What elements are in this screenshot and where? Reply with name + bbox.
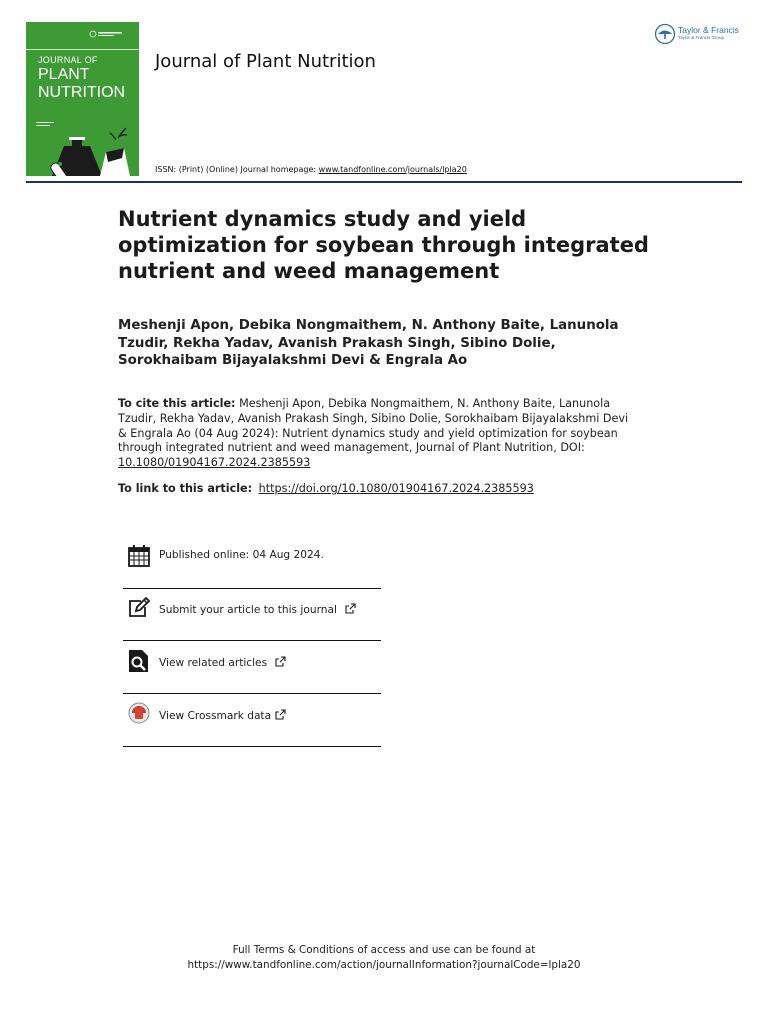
journal-title[interactable]: Journal of Plant Nutrition: [155, 51, 376, 72]
crossmark-label[interactable]: [159, 709, 286, 722]
citation-text: Meshenji Apon, Debika Nongmaithem, N. Anthony Baite, Lanunola Tzudir, Rekha Yadav, Avanish Prakash Singh, Sibino Dolie, Sorokhaibam Bijayalakshmi Devi & Engrala Ao (04 Aug 2024): Nutrient dynamics study and yield optimization for soybean through integrated nutrient and weed management, Journal of Plant Nutrition, DOI:: [118, 397, 629, 455]
cover-title-line3: NUTRITION: [38, 84, 126, 101]
cover-title: [38, 56, 125, 101]
footer-line1: Full Terms & Conditions of access and use can be found at: [232, 944, 536, 956]
edit-icon: [127, 596, 151, 620]
submit-article-row[interactable]: [123, 594, 381, 646]
info-divider: [123, 640, 381, 641]
external-link-icon: [345, 603, 356, 614]
cover-title-line2: PLANT: [38, 66, 90, 83]
article-doi-link[interactable]: https://doi.org/10.1080/01904167.2024.2385593: [258, 482, 534, 495]
issn-text: ISSN: (Print) (Online) Journal homepage:: [155, 165, 317, 174]
publisher-name: Taylor & Francis: [678, 25, 739, 35]
article-authors: Meshenji Apon, Debika Nongmaithem, N. Anthony Baite, Lanunola Tzudir, Rekha Yadav, Avanish Prakash Singh, Sibino Dolie, Sorokhaibam Bijayalakshmi Devi & Engrala Ao: [118, 318, 619, 368]
citation-block: [118, 397, 638, 471]
publisher-group: Taylor & Francis Group: [678, 35, 725, 40]
header-rule: [26, 181, 742, 183]
related-articles-text[interactable]: View related articles: [159, 657, 268, 669]
related-articles-label[interactable]: [159, 656, 286, 669]
citation-label: To cite this article:: [118, 397, 236, 410]
published-online-row: [123, 540, 381, 592]
info-divider: [123, 693, 381, 694]
crossmark-icon: [127, 702, 151, 732]
article-link-line: [118, 482, 678, 496]
crossmark-row[interactable]: [123, 699, 381, 751]
cover-flask-illustration: [26, 122, 139, 176]
article-link-label: To link to this article:: [118, 482, 253, 495]
crossmark-text[interactable]: View Crossmark data: [159, 710, 272, 722]
published-online-label: Published online: 04 Aug 2024.: [159, 549, 324, 561]
search-document-icon: [127, 649, 151, 673]
journal-cover: [26, 22, 139, 176]
journal-homepage-link[interactable]: www.tandfonline.com/journals/lpla20: [318, 165, 467, 174]
footer-terms-link[interactable]: https://www.tandfonline.com/action/journalInformation?journalCode=lpla20: [187, 958, 581, 971]
external-link-icon: [275, 656, 286, 667]
cover-volume-strip: [26, 44, 139, 50]
external-link-icon: [275, 709, 286, 720]
calendar-icon: [127, 544, 151, 568]
citation-doi-link[interactable]: 10.1080/01904167.2024.2385593: [118, 456, 311, 470]
info-divider: [123, 746, 381, 747]
related-articles-row[interactable]: [123, 646, 381, 698]
article-title: Nutrient dynamics study and yield optimization for soybean through integrated nutrient and weed management: [118, 207, 649, 283]
issn-line: [155, 165, 467, 174]
cover-publisher-strip: [26, 22, 139, 46]
submit-article-text[interactable]: Submit your article to this journal: [159, 604, 337, 616]
submit-article-label[interactable]: [159, 603, 356, 616]
footer-terms: [0, 943, 768, 972]
cover-title-line1: JOURNAL OF: [38, 55, 98, 65]
info-divider: [123, 588, 381, 589]
